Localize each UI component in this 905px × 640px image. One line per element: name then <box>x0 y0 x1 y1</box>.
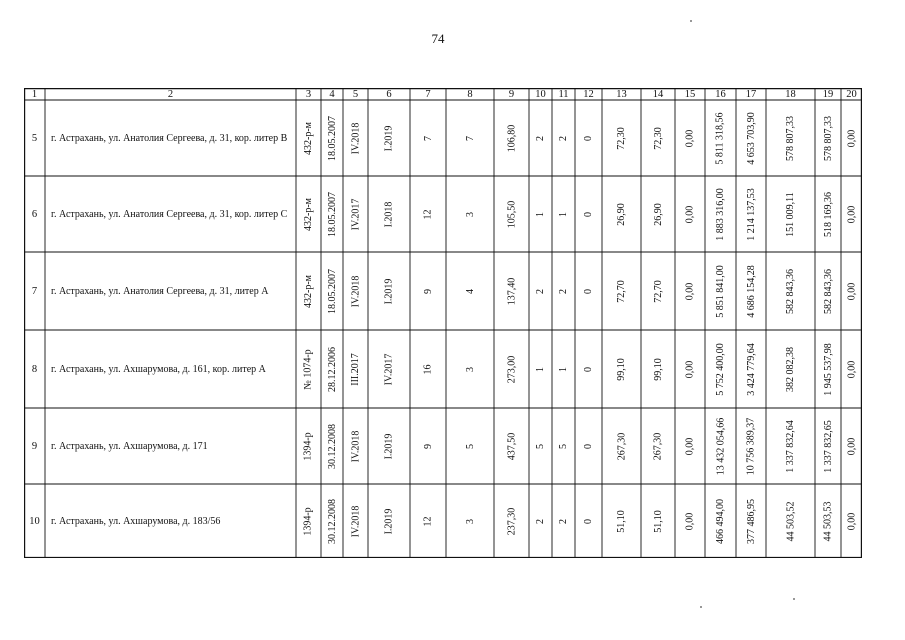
table-cell <box>736 176 766 252</box>
table-cell <box>446 484 494 558</box>
table-cell <box>529 176 552 252</box>
row-number: 8 <box>31 363 38 375</box>
table-cell-text: 0,00 <box>846 360 857 378</box>
table-cell <box>296 484 321 558</box>
table-cell-text: 2 <box>535 288 546 294</box>
table-cell-text: 3 <box>464 211 476 217</box>
table-cell-text: 2 <box>558 518 569 524</box>
table-cell-text: 0,00 <box>684 512 696 530</box>
table-cell <box>675 252 705 330</box>
table-cell-text: 1 945 537,98 <box>822 342 834 396</box>
table-cell <box>641 252 675 330</box>
table-cell <box>841 176 862 252</box>
header-cell: 19 <box>822 88 834 100</box>
table-cell <box>552 484 575 558</box>
row-number: 7 <box>31 285 38 297</box>
scan-speck <box>793 598 795 600</box>
table-cell <box>343 330 368 408</box>
table-cell <box>296 100 321 176</box>
table-cell-text: 5 851 841,00 <box>715 264 726 318</box>
row-number: 6 <box>31 208 38 220</box>
table-cell-text: 267,30 <box>616 432 627 460</box>
table-cell-text: I.2019 <box>383 278 395 304</box>
table-cell-text: 0 <box>583 211 594 217</box>
table-cell-text: 0 <box>583 518 594 524</box>
table-cell <box>602 252 641 330</box>
table-cell <box>410 484 446 558</box>
table-cell <box>446 330 494 408</box>
header-cell: 4 <box>329 88 335 100</box>
table-cell-text: 26,90 <box>652 202 664 226</box>
table-cell-text: 5 <box>464 443 476 449</box>
table-cell <box>446 252 494 330</box>
table-cell <box>552 176 575 252</box>
table-cell-text: 237,30 <box>506 507 517 535</box>
table-cell <box>841 100 862 176</box>
table-cell <box>705 408 736 484</box>
table-cell-text: 0 <box>583 443 594 449</box>
table-cell <box>736 252 766 330</box>
table-cell <box>841 408 862 484</box>
table-cell-text: 12 <box>422 209 434 219</box>
table-cell-text: 26,90 <box>616 202 627 226</box>
table-cell-text: 0,00 <box>846 282 857 300</box>
table-cell <box>446 176 494 252</box>
table-cell-text: 2 <box>535 135 546 141</box>
table-cell-text: 51,10 <box>652 509 664 533</box>
table-cell <box>575 484 602 558</box>
table-cell <box>552 252 575 330</box>
table-cell-text: 3 <box>464 366 476 372</box>
table-cell-text: 3 424 779,64 <box>745 342 757 396</box>
table-cell <box>321 252 343 330</box>
table-cell-text: 30.12.2008 <box>326 423 338 469</box>
table-cell <box>343 100 368 176</box>
table-cell <box>410 176 446 252</box>
table-cell <box>766 408 815 484</box>
table-cell-text: 437,50 <box>506 432 517 460</box>
header-cell: 10 <box>535 88 546 100</box>
table-cell-text: 0 <box>583 366 594 372</box>
table-cell-text: 432-р-м <box>303 197 314 231</box>
table-cell <box>343 484 368 558</box>
address-cell: г. Астрахань, ул. Анатолия Сергеева, д. 31, кор. литер В <box>51 132 288 144</box>
table-cell <box>575 408 602 484</box>
table-cell <box>552 408 575 484</box>
table-cell-text: 99,10 <box>652 357 664 381</box>
table-cell-text: 137,40 <box>506 277 517 305</box>
table-cell <box>529 330 552 408</box>
table-cell <box>494 330 529 408</box>
table-cell <box>368 100 410 176</box>
table-cell-text: 582 843,36 <box>785 268 796 314</box>
table-cell <box>368 408 410 484</box>
table-cell-text: 3 <box>464 518 476 524</box>
table-cell-text: 1394-р <box>303 506 314 536</box>
table-cell-text: 18.05.2007 <box>326 191 338 237</box>
table-cell <box>575 100 602 176</box>
table-cell-text: 466 494,00 <box>715 498 726 544</box>
table-cell <box>675 100 705 176</box>
table-cell-text: 432-р-м <box>303 121 314 155</box>
table-cell-text: 72,30 <box>652 126 664 150</box>
table-cell <box>494 100 529 176</box>
table-cell <box>494 484 529 558</box>
address-cell: г. Астрахань, ул. Анатолия Сергеева, д. 31, кор. литер С <box>51 208 288 220</box>
table-cell <box>766 176 815 252</box>
table-cell-text: I.2019 <box>383 125 395 151</box>
table-cell <box>736 484 766 558</box>
table-cell <box>446 408 494 484</box>
table-cell <box>321 176 343 252</box>
table-cell <box>675 408 705 484</box>
table-cell-text: I.2018 <box>383 201 395 227</box>
header-cell: 13 <box>616 88 627 100</box>
header-cell: 5 <box>352 88 359 100</box>
table-cell <box>815 484 841 558</box>
header-cell: 15 <box>684 88 696 100</box>
table-cell <box>296 330 321 408</box>
table-cell-text: 28.12.2006 <box>326 346 338 392</box>
table-cell-text: 0,00 <box>846 437 857 455</box>
table-cell-text: 1394-р <box>303 431 314 461</box>
header-cell: 9 <box>508 88 515 100</box>
table-cell-text: 18.05.2007 <box>326 115 338 161</box>
table-cell <box>296 252 321 330</box>
table-cell <box>736 100 766 176</box>
table-cell <box>841 484 862 558</box>
table-cell-text: 0,00 <box>684 205 696 223</box>
table-cell-text: 99,10 <box>616 357 627 381</box>
table-cell-text: 382 082,38 <box>785 346 796 392</box>
table-cell-text: 2 <box>558 288 569 294</box>
table-cell-text: IV.2018 <box>350 122 362 154</box>
table-cell <box>641 100 675 176</box>
table-cell <box>841 330 862 408</box>
table-cell <box>321 484 343 558</box>
table-cell-text: 4 653 703,90 <box>745 111 757 165</box>
table-cell <box>602 484 641 558</box>
table-cell <box>575 252 602 330</box>
table-cell-text: 0,00 <box>846 205 857 223</box>
table-cell-text: 12 <box>422 516 434 526</box>
table-cell-text: I.2019 <box>383 508 395 534</box>
table-cell-text: 7 <box>464 135 476 141</box>
header-cell: 3 <box>305 88 312 100</box>
header-cell: 7 <box>425 88 431 100</box>
table-cell-text: 2 <box>535 518 546 524</box>
table-cell-text: III.2017 <box>350 352 361 386</box>
table-cell <box>410 408 446 484</box>
table-cell <box>705 484 736 558</box>
table-cell-text: 16 <box>422 364 434 374</box>
table-cell-text: 30.12.2008 <box>326 498 338 544</box>
table-cell <box>552 330 575 408</box>
table-cell-text: 72,70 <box>652 279 664 303</box>
table-cell-text: 105,50 <box>506 200 517 228</box>
row-number: 9 <box>31 440 38 452</box>
table-cell <box>368 252 410 330</box>
table-cell <box>705 100 736 176</box>
table-cell <box>641 484 675 558</box>
table-cell-text: 1 <box>535 366 546 372</box>
header-cell: 18 <box>785 88 796 100</box>
page-number: 74 <box>431 31 445 46</box>
table-cell-text: 1 <box>558 211 569 217</box>
table-cell-text: 0 <box>583 288 594 294</box>
table-cell <box>321 100 343 176</box>
table-cell <box>602 330 641 408</box>
table-cell <box>602 100 641 176</box>
table-cell <box>766 330 815 408</box>
table-cell-text: 0,00 <box>684 360 696 378</box>
table-cell-text: 432-р-м <box>303 274 314 308</box>
table-cell-text: 4 <box>464 288 476 294</box>
table-cell-text: 44 503,53 <box>822 501 834 541</box>
table-cell <box>575 176 602 252</box>
table-cell-text: IV.2017 <box>350 198 362 230</box>
table-cell-text: 1 337 832,64 <box>785 419 796 473</box>
header-cell: 16 <box>715 88 726 100</box>
table-cell-text: 578 807,33 <box>822 115 834 161</box>
address-cell: г. Астрахань, ул. Анатолия Сергеева, д. 31, литер А <box>51 285 269 297</box>
table-cell-text: 18.05.2007 <box>326 268 338 314</box>
header-cell: 1 <box>31 88 38 100</box>
table-cell-text: 51,10 <box>616 509 627 533</box>
table-cell <box>641 176 675 252</box>
table-cell <box>529 484 552 558</box>
table-cell <box>602 176 641 252</box>
table-cell <box>815 330 841 408</box>
table-cell <box>552 100 575 176</box>
table-cell-text: 5 811 318,56 <box>715 111 727 165</box>
table-cell <box>368 330 410 408</box>
table-cell <box>343 176 368 252</box>
table-cell-text: 72,70 <box>616 279 627 303</box>
table-cell-text: 267,30 <box>652 432 664 460</box>
address-cell: г. Астрахань, ул. Ахшарумова, д. 171 <box>51 440 208 452</box>
table-cell <box>766 484 815 558</box>
table-cell <box>736 330 766 408</box>
table-cell <box>766 100 815 176</box>
table-cell-text: 2 <box>558 135 569 141</box>
table-cell-text: 1 883 316,00 <box>715 187 726 241</box>
header-cell: 8 <box>467 88 473 100</box>
table-cell-text: IV.2017 <box>383 353 395 385</box>
table-cell-text: 1 <box>535 211 546 217</box>
table-cell <box>529 100 552 176</box>
table-cell <box>705 252 736 330</box>
table-cell-text: IV.2018 <box>350 505 362 537</box>
table-cell <box>368 176 410 252</box>
table-cell-text: 1 <box>558 366 569 372</box>
table-cell-text: 273,00 <box>506 355 517 383</box>
table-cell-text: 1 214 137,53 <box>745 187 757 241</box>
table-cell <box>736 408 766 484</box>
table-cell <box>815 176 841 252</box>
table-cell <box>446 100 494 176</box>
table-cell <box>529 408 552 484</box>
table-cell <box>815 100 841 176</box>
scan-speck <box>690 20 692 22</box>
table-cell-text: 0,00 <box>684 129 696 147</box>
table-cell <box>343 252 368 330</box>
header-cell: 6 <box>386 88 392 100</box>
table-cell <box>675 330 705 408</box>
address-cell: г. Астрахань, ул. Ахшарумова, д. 183/56 <box>51 515 221 527</box>
table-cell-text: 5 <box>558 443 569 449</box>
row-number: 10 <box>29 515 40 527</box>
table-cell <box>410 100 446 176</box>
table-cell-text: 5 <box>535 443 546 449</box>
table-cell-text: 151 009,11 <box>784 191 796 237</box>
scan-speck <box>700 606 702 608</box>
header-cell: 11 <box>558 88 569 100</box>
table-cell <box>321 408 343 484</box>
table-cell-text: 72,30 <box>616 126 627 150</box>
table-cell <box>641 330 675 408</box>
table-cell <box>494 408 529 484</box>
table-cell <box>296 408 321 484</box>
table-cell <box>410 330 446 408</box>
table-cell-text: 0,00 <box>846 129 857 147</box>
table-cell <box>705 176 736 252</box>
table-cell <box>675 176 705 252</box>
table-cell-text: 13 432 054,66 <box>715 417 726 475</box>
table-cell-text: IV.2018 <box>350 275 362 307</box>
table-cell <box>529 252 552 330</box>
table-cell <box>575 330 602 408</box>
table-cell-text: 106,80 <box>506 124 517 152</box>
table-cell-text: № 1074-р <box>303 348 314 390</box>
data-table <box>24 88 862 558</box>
table-cell <box>494 252 529 330</box>
table-cell-text: 578 807,33 <box>785 115 796 161</box>
row-number: 5 <box>31 132 38 144</box>
table-cell <box>815 252 841 330</box>
table-cell <box>321 330 343 408</box>
header-cell: 2 <box>167 88 174 100</box>
table-cell-text: 1 337 832,65 <box>822 419 834 473</box>
table-cell <box>410 252 446 330</box>
table-cell <box>368 484 410 558</box>
table-cell-text: 0,00 <box>846 512 857 530</box>
table-cell <box>841 252 862 330</box>
table-cell-text: 4 686 154,28 <box>745 264 757 318</box>
header-cell: 12 <box>583 88 594 100</box>
table-cell <box>641 408 675 484</box>
table-cell <box>296 176 321 252</box>
table-cell-text: 9 <box>422 288 434 294</box>
table-cell <box>494 176 529 252</box>
table-cell-text: 7 <box>422 135 434 141</box>
table-cell-text: 0,00 <box>684 437 696 455</box>
header-cell: 20 <box>846 88 857 100</box>
table-cell <box>766 252 815 330</box>
table-cell <box>705 330 736 408</box>
table-cell-text: 9 <box>422 443 434 449</box>
table-cell-text: I.2019 <box>383 433 395 459</box>
table-cell-text: 44 503,52 <box>785 501 796 541</box>
table-cell-text: 582 843,36 <box>822 268 834 314</box>
table-cell <box>343 408 368 484</box>
table-cell <box>602 408 641 484</box>
table-cell <box>675 484 705 558</box>
header-cell: 17 <box>745 88 757 100</box>
header-cell: 14 <box>652 88 664 100</box>
table-cell-text: 5 752 400,00 <box>715 342 726 396</box>
table-cell-text: 518 169,36 <box>822 191 834 237</box>
table-cell-text: 0,00 <box>684 282 696 300</box>
table-cell-text: 377 486,95 <box>745 498 757 544</box>
table-cell-text: IV.2018 <box>350 430 362 462</box>
table-cell-text: 0 <box>583 135 594 141</box>
table-cell-text: 10 756 389,37 <box>745 417 757 475</box>
table-cell <box>815 408 841 484</box>
address-cell: г. Астрахань, ул. Ахшарумова, д. 161, кор. литер А <box>51 363 266 375</box>
